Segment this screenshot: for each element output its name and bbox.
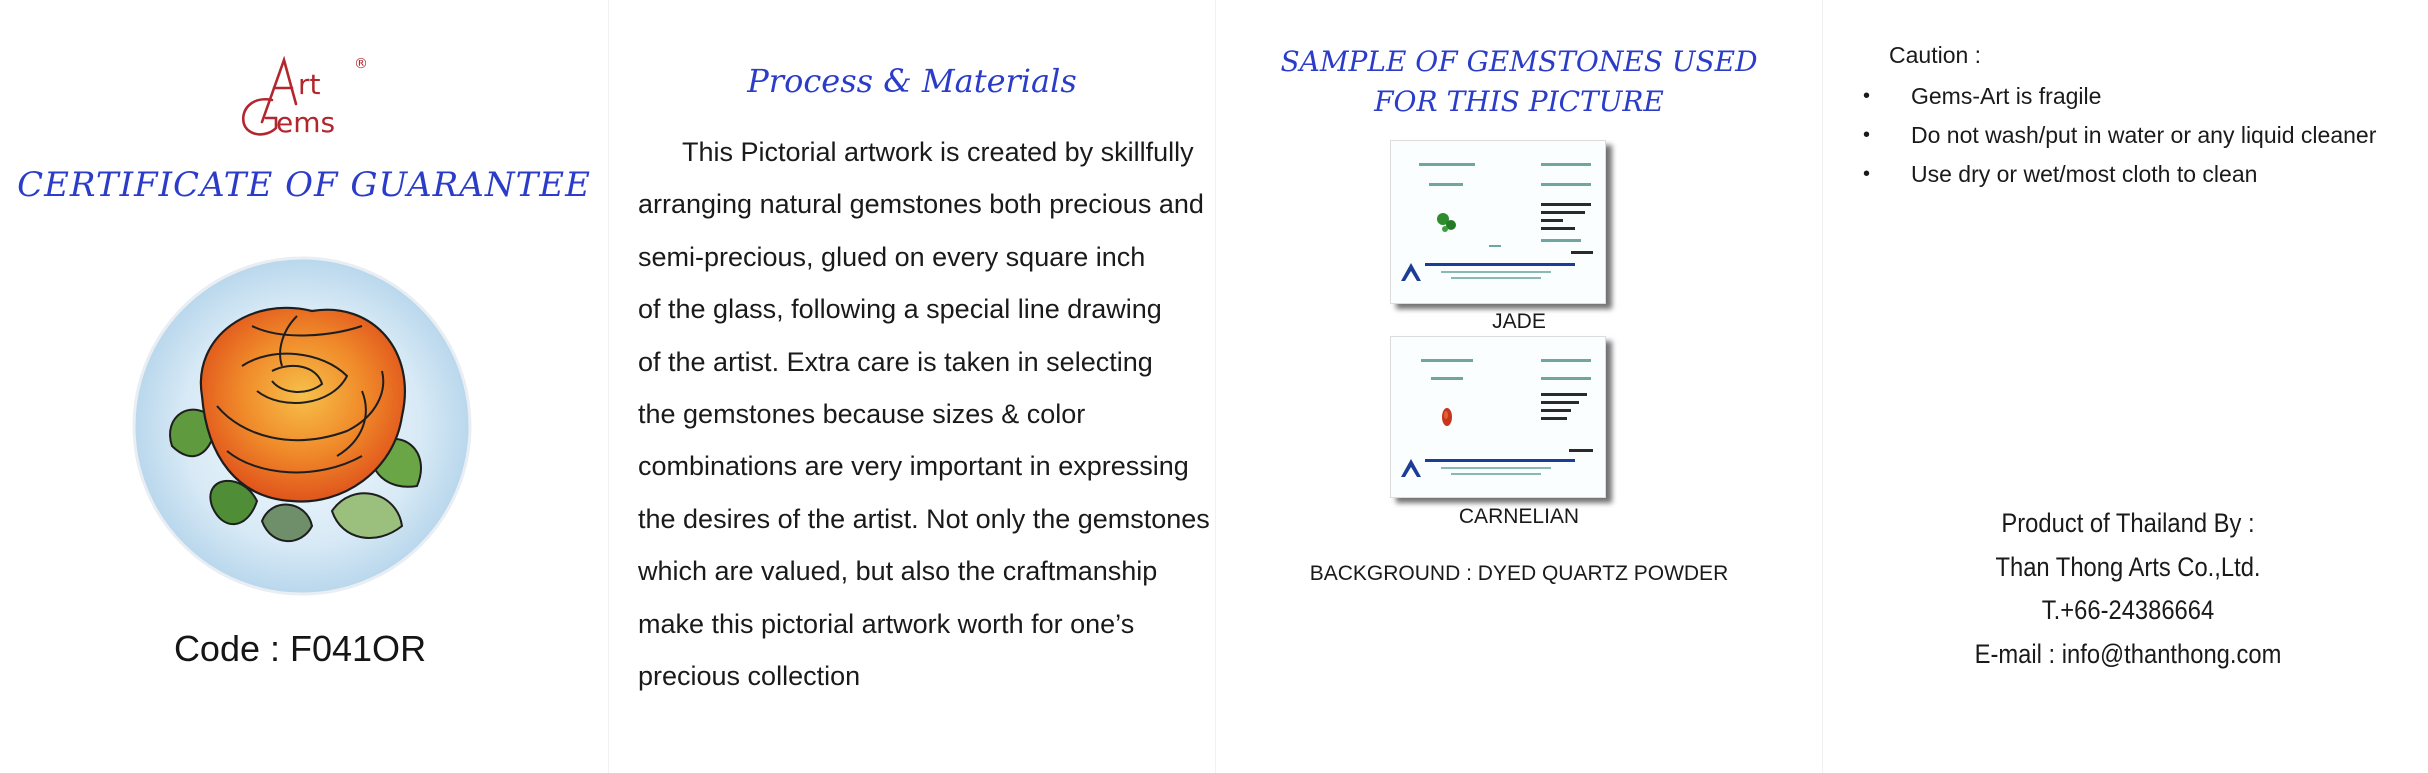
- process-line: This Pictorial artwork is created by skillfully: [682, 137, 1194, 167]
- caution-list: [1863, 80, 2376, 197]
- process-description: [638, 130, 1218, 706]
- process-line: precious collection: [638, 660, 861, 691]
- lab-report-thumbnail: [1391, 141, 1605, 303]
- process-line: of the glass, following a special line drawing: [638, 294, 1162, 325]
- process-panel: [609, 0, 1215, 773]
- jade-certificate-card: [1390, 140, 1606, 304]
- bullet-icon: •: [1863, 163, 1871, 185]
- logo-word-gems: ems: [276, 106, 336, 139]
- process-line: semi-precious, glued on every square inch: [638, 241, 1146, 272]
- bullet-icon: •: [1863, 124, 1871, 146]
- lab-report-thumbnail: [1391, 337, 1605, 497]
- samples-title: [1216, 42, 1822, 122]
- jade-stone-icon: [1437, 213, 1456, 232]
- carnelian-label: CARNELIAN: [1458, 505, 1580, 528]
- jade-label: JADE: [1492, 310, 1546, 333]
- samples-panel: [1216, 0, 1822, 773]
- process-line: make this pictorial artwork worth for one’s: [638, 608, 1135, 639]
- background-material: BACKGROUND : DYED QUARTZ POWDER: [1309, 562, 1729, 585]
- process-line: the gemstones because sizes & color: [638, 398, 1086, 429]
- certificate-title: CERTIFICATE OF GUARANTEE: [17, 165, 591, 205]
- caution-panel: [1823, 0, 2428, 773]
- maker-line: Product of Thailand By :: [2001, 508, 2255, 538]
- process-line: combinations are very important in expressing: [638, 451, 1189, 482]
- caution-item-text: Gems-Art is fragile: [1911, 83, 2102, 109]
- art-gems-logo: [232, 52, 382, 140]
- carnelian-stone-icon: [1442, 408, 1452, 426]
- rose-artwork-image: [132, 256, 472, 596]
- caution-item-text: Use dry or wet/most cloth to clean: [1911, 161, 2258, 187]
- manufacturer-info: [1860, 502, 2397, 676]
- process-line: the desires of the artist. Not only the gemstones: [638, 503, 1210, 534]
- bullet-icon: •: [1863, 85, 1871, 107]
- process-line: which are valued, but also the craftmanship: [638, 556, 1158, 587]
- caution-title: Caution :: [1889, 42, 1982, 68]
- process-line: of the artist. Extra care is taken in selecting: [638, 346, 1153, 377]
- email-address: E-mail : info@thanthong.com: [1974, 638, 2282, 669]
- process-line: arranging natural gemstones both precious and: [638, 189, 1204, 220]
- caution-item-text: Do not wash/put in water or any liquid cleaner: [1911, 122, 2377, 148]
- caution-item: [1863, 119, 2376, 158]
- samples-title-line: SAMPLE OF GEMSTONES USED: [1280, 45, 1758, 78]
- process-title: Process & Materials: [747, 62, 1077, 100]
- carnelian-certificate-card: [1390, 336, 1606, 498]
- company-name: Than Thong Arts Co.,Ltd.: [1995, 551, 2261, 582]
- product-code: Code : F041OR: [173, 628, 427, 669]
- samples-title-line: FOR THIS PICTURE: [1374, 85, 1664, 118]
- registered-mark: ®: [354, 56, 368, 72]
- phone-number: T.+66-24386664: [2041, 595, 2215, 625]
- logo-word-art: rt: [298, 68, 321, 101]
- caution-item: [1863, 80, 2376, 119]
- caution-item: [1863, 158, 2376, 197]
- certificate-panel: [0, 0, 608, 773]
